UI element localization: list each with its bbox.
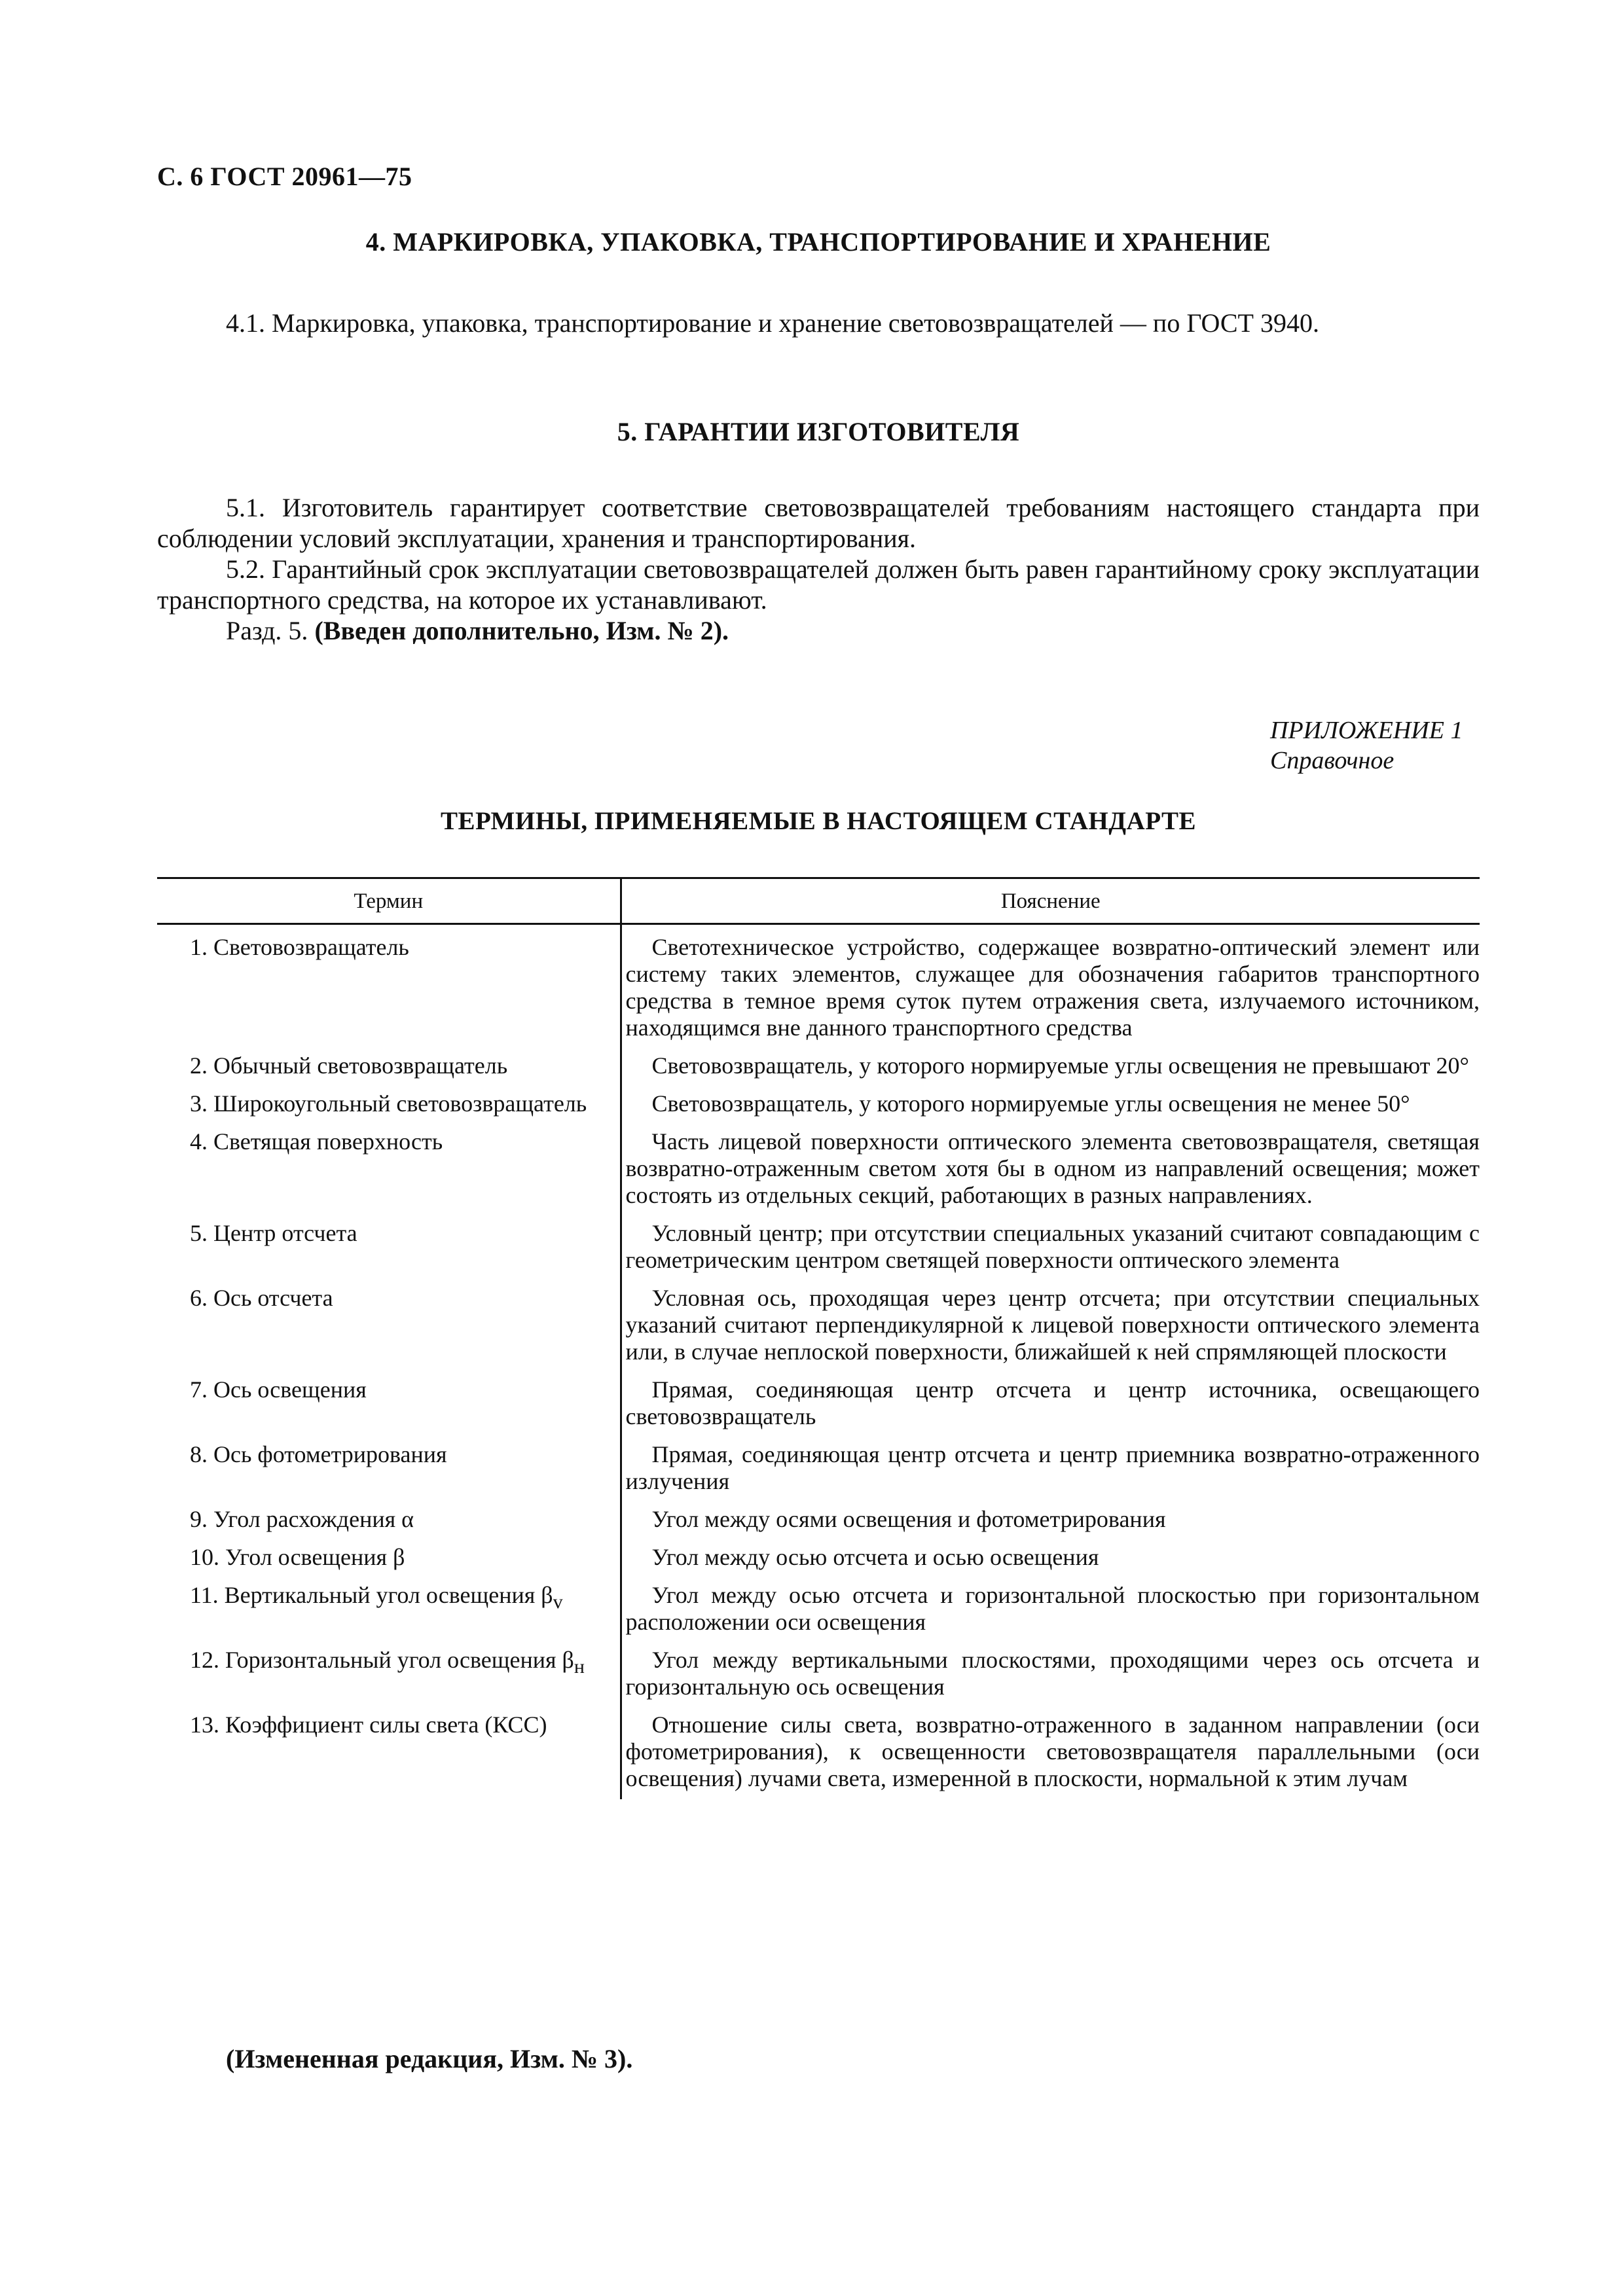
table-row — [157, 1578, 1480, 1643]
term-cell: 6. Ось отсчета — [157, 1281, 621, 1372]
section-5-note — [157, 615, 1480, 646]
paragraph-5-2: 5.2. Гарантийный срок эксплуатации световозвращателей должен быть равен гарантийному сроку эксплуатации транспортного средства, на которое их устанавливают. — [157, 554, 1480, 615]
table-row — [157, 1281, 1480, 1372]
table-header-row — [157, 878, 1480, 924]
term-text: 12. Горизонтальный угол освещения β — [190, 1647, 574, 1673]
table-row — [157, 1437, 1480, 1502]
term-subscript: v — [553, 1591, 563, 1613]
table-row — [157, 1216, 1480, 1281]
table-row — [157, 1708, 1480, 1799]
terms-table — [157, 877, 1480, 1799]
paragraph-4-1: 4.1. Маркировка, упаковка, транспортирование и хранение световозвращателей — по ГОСТ 3940. — [226, 308, 1319, 338]
header-term: Термин — [157, 878, 621, 924]
term-cell: 13. Коэффициент силы света (КСС) — [157, 1708, 621, 1799]
term-cell — [157, 1578, 621, 1643]
term-cell: 1. Световозвращатель — [157, 924, 621, 1049]
table-row — [157, 924, 1480, 1049]
term-cell: 7. Ось освещения — [157, 1372, 621, 1437]
explanation-cell: Угол между вертикальными плоскостями, проходящими через ось отсчета и горизонтальную ось освещения — [625, 1647, 1480, 1700]
section-4-title: 4. МАРКИРОВКА, УПАКОВКА, ТРАНСПОРТИРОВАНИЕ И ХРАНЕНИЕ — [365, 227, 1271, 257]
term-cell — [157, 1643, 621, 1708]
appendix-title: ТЕРМИНЫ, ПРИМЕНЯЕМЫЕ В НАСТОЯЩЕМ СТАНДАРТЕ — [440, 807, 1197, 835]
term-cell: 5. Центр отсчета — [157, 1216, 621, 1281]
explanation-cell: Отношение силы света, возвратно-отраженного в заданном направлении (оси фотометрирования), к освещенности световозвращателя параллельными (оси освещения) лучами света, измеренной в плоскости, нормальной к этим лучам — [625, 1712, 1480, 1791]
term-subscript: н — [574, 1656, 585, 1678]
explanation-cell: Прямая, соединяющая центр отсчета и центр источника, освещающего световозвращатель — [625, 1376, 1480, 1429]
explanation-cell: Часть лицевой поверхности оптического элемента световозвращателя, светящая возвратно-отраженным светом хотя бы в одном из направлений освещения; может состоять из отдельных секций, работающих в разных направлениях. — [625, 1128, 1480, 1208]
appendix-label: ПРИЛОЖЕНИЕ 1 — [1270, 717, 1463, 744]
paragraph-5-1: 5.1. Изготовитель гарантирует соответствие световозвращателей требованиям настоящего стандарта при соблюдении условий эксплуатации, хранения и транспортирования. — [157, 493, 1480, 553]
explanation-cell: Условный центр; при отсутствии специальных указаний считают совпадающим с геометрическим центром светящей поверхности оптического элемента — [625, 1220, 1480, 1273]
table-row — [157, 1643, 1480, 1708]
term-cell: 4. Светящая поверхность — [157, 1124, 621, 1216]
table-row — [157, 1124, 1480, 1216]
explanation-cell: Светотехническое устройство, содержащее возвратно-оптический элемент или систему таких элементов, служащее для обозначения габаритов транспортного средства в темное время суток путем отражения света, излучаемого источником, находящимся вне данного транспортного средства — [625, 934, 1480, 1041]
explanation-cell: Световозвращатель, у которого нормируемые углы освещения не превышают 20° — [651, 1052, 1469, 1079]
term-cell: 2. Обычный световозвращатель — [157, 1049, 621, 1086]
explanation-cell: Угол между осью отсчета и горизонтальной плоскостью при горизонтальном расположении оси освещения — [625, 1582, 1480, 1635]
header-explanation: Пояснение — [621, 878, 1480, 924]
explanation-cell: Световозвращатель, у которого нормируемые углы освещения не менее 50° — [651, 1090, 1410, 1117]
amendment-note: (Измененная редакция, Изм. № 3). — [226, 2044, 633, 2073]
page-header: С. 6 ГОСТ 20961—75 — [157, 162, 412, 191]
term-text: 11. Вертикальный угол освещения β — [190, 1582, 553, 1608]
term-cell: 10. Угол освещения β — [157, 1540, 621, 1578]
explanation-cell: Угол между осью отсчета и осью освещения — [651, 1544, 1099, 1570]
explanation-cell: Условная ось, проходящая через центр отсчета; при отсутствии специальных указаний считают перпендикулярной к лицевой поверхности оптического элемента или, в случае неплоской поверхности, ближайшей к ней спрямляющей плоскости — [625, 1285, 1480, 1365]
table-row — [157, 1372, 1480, 1437]
note-prefix: Разд. 5. — [226, 616, 308, 645]
term-cell: 3. Широкоугольный световозвращатель — [157, 1086, 621, 1124]
note-amendment: (Введен дополнительно, Изм. № 2). — [314, 616, 729, 645]
table-row — [157, 1086, 1480, 1124]
term-cell: 8. Ось фотометрирования — [157, 1437, 621, 1502]
section-5-title: 5. ГАРАНТИИ ИЗГОТОВИТЕЛЯ — [617, 417, 1020, 446]
appendix-sublabel: Справочное — [1270, 747, 1395, 774]
explanation-cell: Угол между осями освещения и фотометрирования — [651, 1506, 1166, 1532]
explanation-cell: Прямая, соединяющая центр отсчета и центр приемника возвратно-отраженного излучения — [625, 1441, 1480, 1494]
table-row — [157, 1502, 1480, 1540]
table-row — [157, 1540, 1480, 1578]
table-row — [157, 1049, 1480, 1086]
term-cell: 9. Угол расхождения α — [157, 1502, 621, 1540]
